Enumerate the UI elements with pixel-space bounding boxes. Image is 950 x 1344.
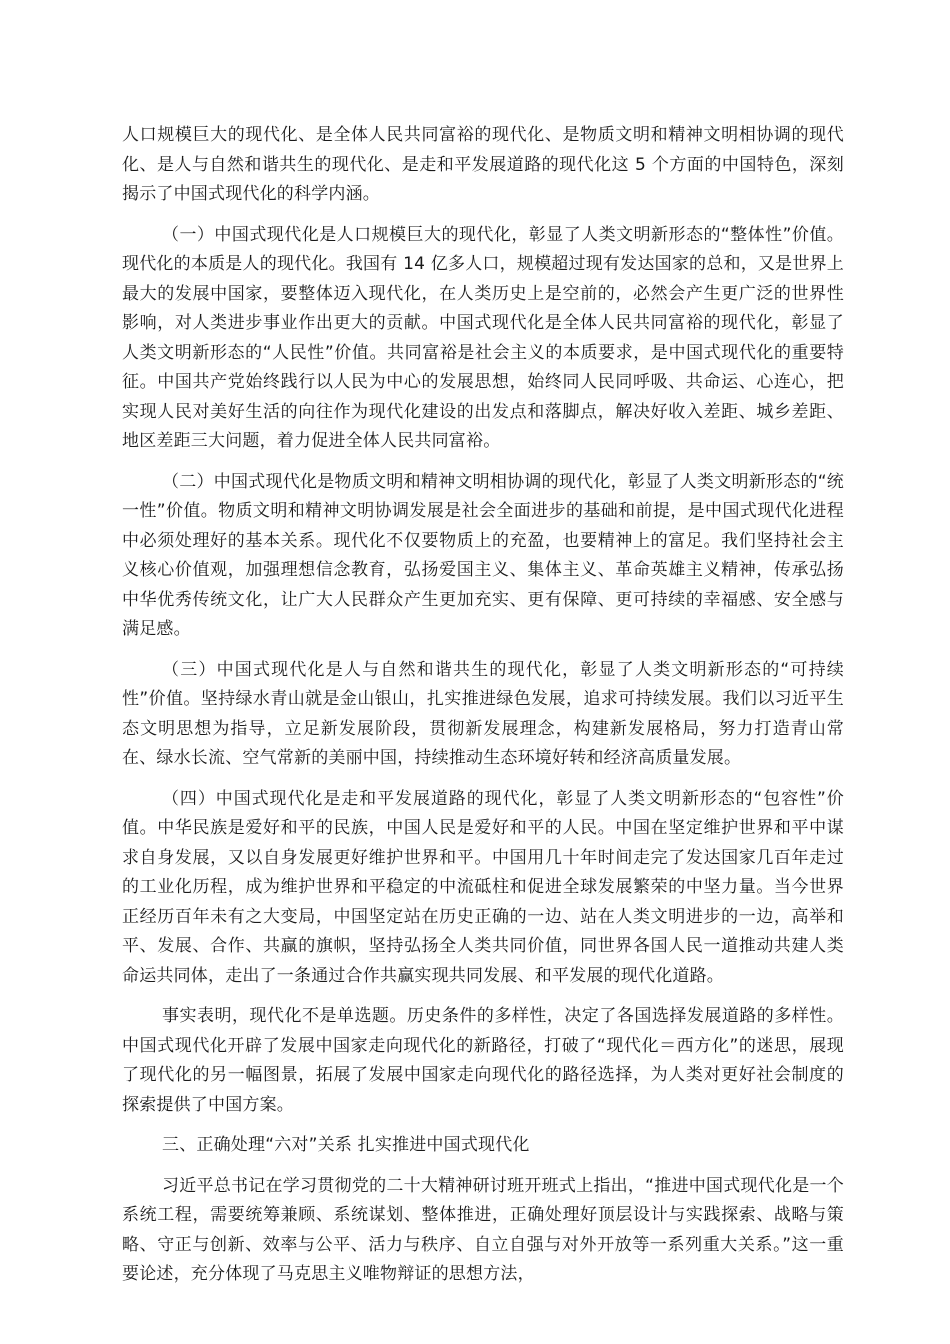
paragraph-conclusion: 事实表明，现代化不是单选题。历史条件的多样性，决定了各国选择发展道路的多样性。中国式现代化开辟了发展中国家走向现代化的新路径，打破了“现代化＝西方化”的迷思，展现了现代化的另一幅图景，拓展了发展中国家走向现代化的路径选择，为人类对更好社会制度的探索提供了中国方案。: [122, 1006, 844, 1115]
section-heading: 三、正确处理“六对”关系 扎实推进中国式现代化: [162, 1135, 530, 1155]
document-page: [122, 121, 844, 1290]
intro-paragraph: 人口规模巨大的现代化、是全体人民共同富裕的现代化、是物质文明和精神文明相协调的现代化、是人与自然和谐共生的现代化、是走和平发展道路的现代化这 5 个方面的中国特色，深刻揭示了中国式现代化的科学内涵。: [122, 125, 844, 204]
paragraph-point-four: （四）中国式现代化是走和平发展道路的现代化，彰显了人类文明新形态的“包容性”价值。中华民族是爱好和平的民族，中国人民是爱好和平的人民。中国在坚定维护世界和平中谋求自身发展，又以自身发展更好维护世界和平。中国用几十年时间走完了发达国家几百年走过的工业化历程，成为维护世界和平稳定的中流砥柱和促进全球发展繁荣的中坚力量。当今世界正经历百年未有之大变局，中国坚定站在历史正确的一边、站在人类文明进步的一边，高举和平、发展、合作、共赢的旗帜，坚持弘扬全人类共同价值，同世界各国人民一道推动共建人类命运共同体，走出了一条通过合作共赢实现共同发展、和平发展的现代化道路。: [122, 788, 844, 986]
paragraph-point-two: （二）中国式现代化是物质文明和精神文明相协调的现代化，彰显了人类文明新形态的“统一性”价值。物质文明和精神文明协调发展是社会全面进步的基础和前提，是中国式现代化进程中必须处理好的基本关系。现代化不仅要物质上的充盈，也要精神上的富足。我们坚持社会主义核心价值观，加强理想信念教育，弘扬爱国主义、集体主义、革命英雄主义精神，传承弘扬中华优秀传统文化，让广大人民群众产生更加充实、更有保障、更可持续的幸福感、安全感与满足感。: [122, 471, 844, 639]
paragraph-closing: 习近平总书记在学习贯彻党的二十大精神研讨班开班式上指出，“推进中国式现代化是一个系统工程，需要统筹兼顾、系统谋划、整体推进，正确处理好顶层设计与实践探索、战略与策略、守正与创新、效率与公平、活力与秩序、自立自强与对外开放等一系列重大关系。”这一重要论述，充分体现了马克思主义唯物辩证的思想方法，: [122, 1175, 844, 1284]
paragraph-point-one: （一）中国式现代化是人口规模巨大的现代化，彰显了人类文明新形态的“整体性”价值。现代化的本质是人的现代化。我国有 14 亿多人口，规模超过现有发达国家的总和，又是世界上最大的发展中国家，要整体迈入现代化，在人类历史上是空前的，必然会产生更广泛的世界性影响，对人类进步事业作出更大的贡献。中国式现代化是全体人民共同富裕的现代化，彰显了人类文明新形态的“人民性”价值。共同富裕是社会主义的本质要求，是中国式现代化的重要特征。中国共产党始终践行以人民为中心的发展思想，始终同人民同呼吸、共命运、心连心，把实现人民对美好生活的向往作为现代化建设的出发点和落脚点，解决好收入差距、城乡差距、地区差距三大问题，着力促进全体人民共同富裕。: [122, 224, 844, 451]
paragraph-point-three: （三）中国式现代化是人与自然和谐共生的现代化，彰显了人类文明新形态的“可持续性”价值。坚持绿水青山就是金山银山，扎实推进绿色发展，追求可持续发展。我们以习近平生态文明思想为指导，立足新发展阶段，贯彻新发展理念，构建新发展格局，努力打造青山常在、绿水长流、空气常新的美丽中国，持续推动生态环境好转和经济高质量发展。: [122, 659, 844, 768]
